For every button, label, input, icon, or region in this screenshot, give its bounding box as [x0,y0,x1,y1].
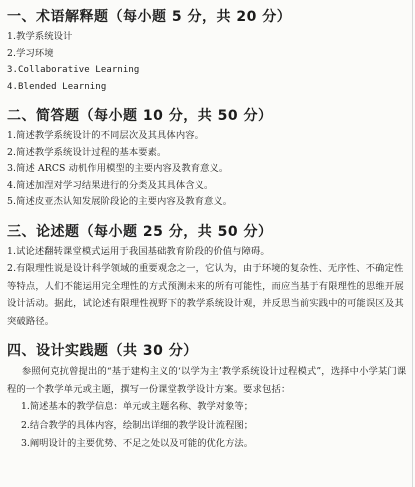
question-item: 5.简述皮亚杰认知发展阶段论的主要内容及教育意义。 [7,196,233,207]
section-title: 一、术语解释题（每小题 5 分，共 20 分） [7,9,292,25]
section-title: 三、论述题（每小题 25 分，共 50 分） [7,223,273,240]
section-title: 四、设计实践题（共 30 分） [7,343,198,359]
question-item: 3.Collaborative Learning [7,65,140,75]
question-item: 1.教学系统设计 [7,31,73,42]
question-item: 4.简述加涅对学习结果进行的分类及其具体含义。 [7,179,214,191]
section-title: 二、简答题（每小题 10 分，共 50 分） [7,108,273,124]
question-intro: 参照何克抗曾提出的“基于建构主义的‘以学为主’教学系统设计过程模式”，选择中小学某门课程的一个教学单元或主题，撰写一份课堂教学设计方案。要求包括： [7,366,407,395]
page-edge-line [412,0,413,487]
requirement-item: 2.结合教学的具体内容，绘制出详细的教学设计流程图； [21,419,253,431]
question-item: 2.学习环境 [7,47,54,59]
requirement-item: 1.简述基本的教学信息：单元或主题名称、教学对象等； [21,401,253,412]
question-item: 3.简述 ARCS 动机作用模型的主要内容及教育意义。 [7,163,229,174]
question-item: 1.简述教学系统设计的不同层次及其具体内容。 [7,130,205,141]
section-short-answer [7,107,409,211]
requirement-item: 3.阐明设计的主要优势、不足之处以及可能的优化方法。 [21,438,253,449]
question-item: 4.Blended Learning [7,81,107,92]
section-essay [7,223,409,331]
section-design-practice [7,342,409,454]
section-terms [7,8,409,95]
question-item: 2.有限理性说是设计科学领域的重要观念之一，它认为，由于环境的复杂性、无序性、不确定性等特点，人们不能运用完全理性的方式预测未来的所有可能性，而应当基于有限理性的思维开展设计活动。据此，试论述有限理性视野下的教学系统设计观，并反思当前实践中的可能误区及其突破路径。 [7,263,404,327]
question-item: 1.试论述翻转课堂模式运用于我国基础教育阶段的价值与障碍。 [7,245,270,257]
question-item: 2.简述教学系统设计过程的基本要素。 [7,146,167,158]
